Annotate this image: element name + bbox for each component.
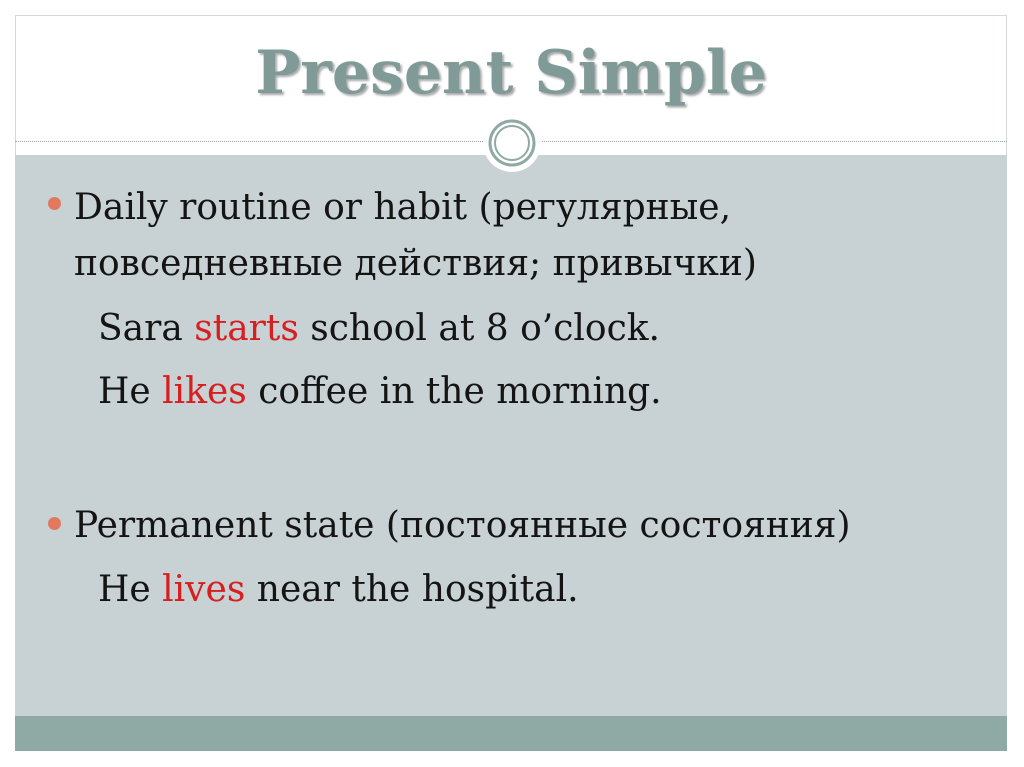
example-3-verb: lives — [162, 569, 246, 610]
example-3 — [98, 570, 579, 610]
example-2-before: He — [98, 371, 163, 412]
example-1-verb: starts — [194, 308, 299, 349]
bullet-marker — [48, 517, 61, 530]
example-2 — [98, 372, 662, 412]
slide-title: Present Simple — [255, 38, 767, 108]
bullet-1-line-1: Daily routine or habit (регулярные, — [74, 187, 732, 228]
example-2-after: coffee in the morning. — [246, 371, 662, 412]
example-1 — [98, 309, 660, 349]
example-3-after: near the hospital. — [245, 569, 579, 610]
example-3-before: He — [98, 569, 163, 610]
bullet-1-line-2: повседневные действия; привычки) — [74, 243, 757, 284]
example-1-before: Sara — [98, 308, 195, 349]
example-2-verb: likes — [162, 371, 247, 412]
example-1-after: school at 8 o’clock. — [298, 308, 660, 349]
bottom-bar — [15, 716, 1007, 751]
circle-ornament-icon — [482, 113, 542, 173]
content-panel — [15, 155, 1007, 716]
bullet-marker — [48, 197, 61, 210]
bullet-2-line-1: Permanent state (постоянные состояния) — [74, 505, 851, 546]
